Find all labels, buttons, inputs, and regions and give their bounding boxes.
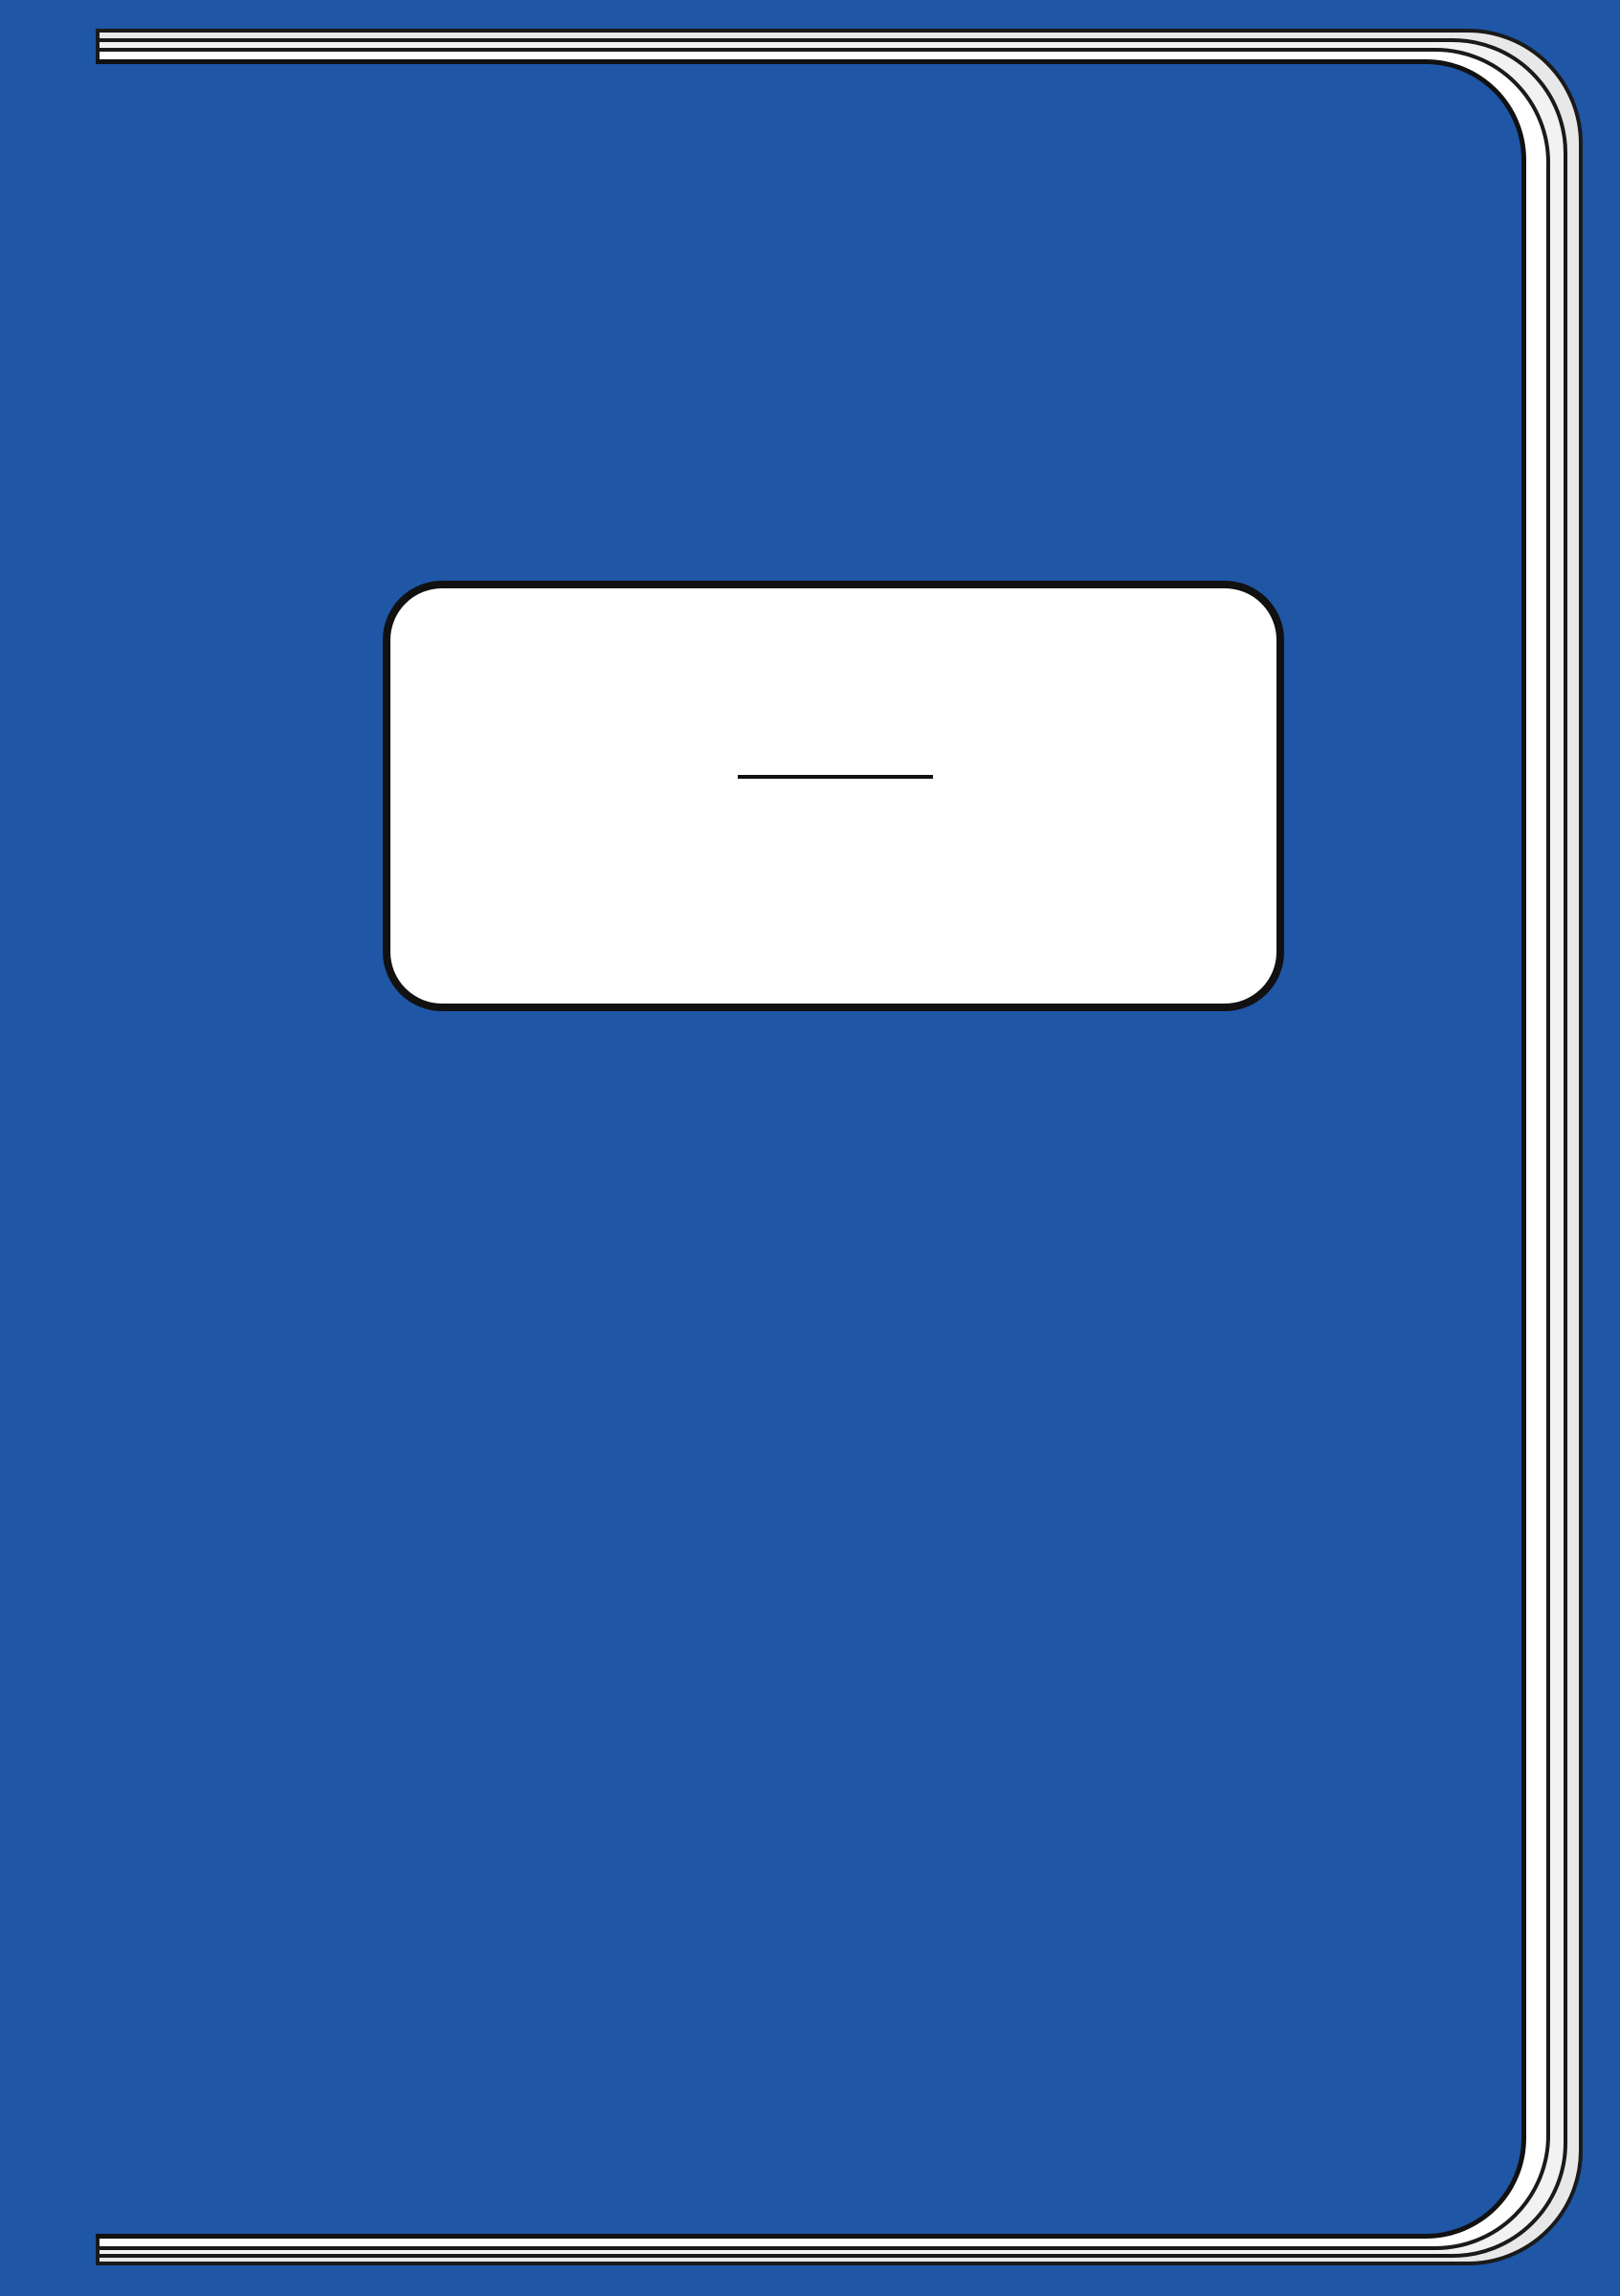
spiral-binding-icon bbox=[10, 29, 163, 2267]
name-underline bbox=[738, 775, 933, 779]
name-plate bbox=[383, 581, 1284, 1011]
cover-board bbox=[96, 59, 1526, 2239]
